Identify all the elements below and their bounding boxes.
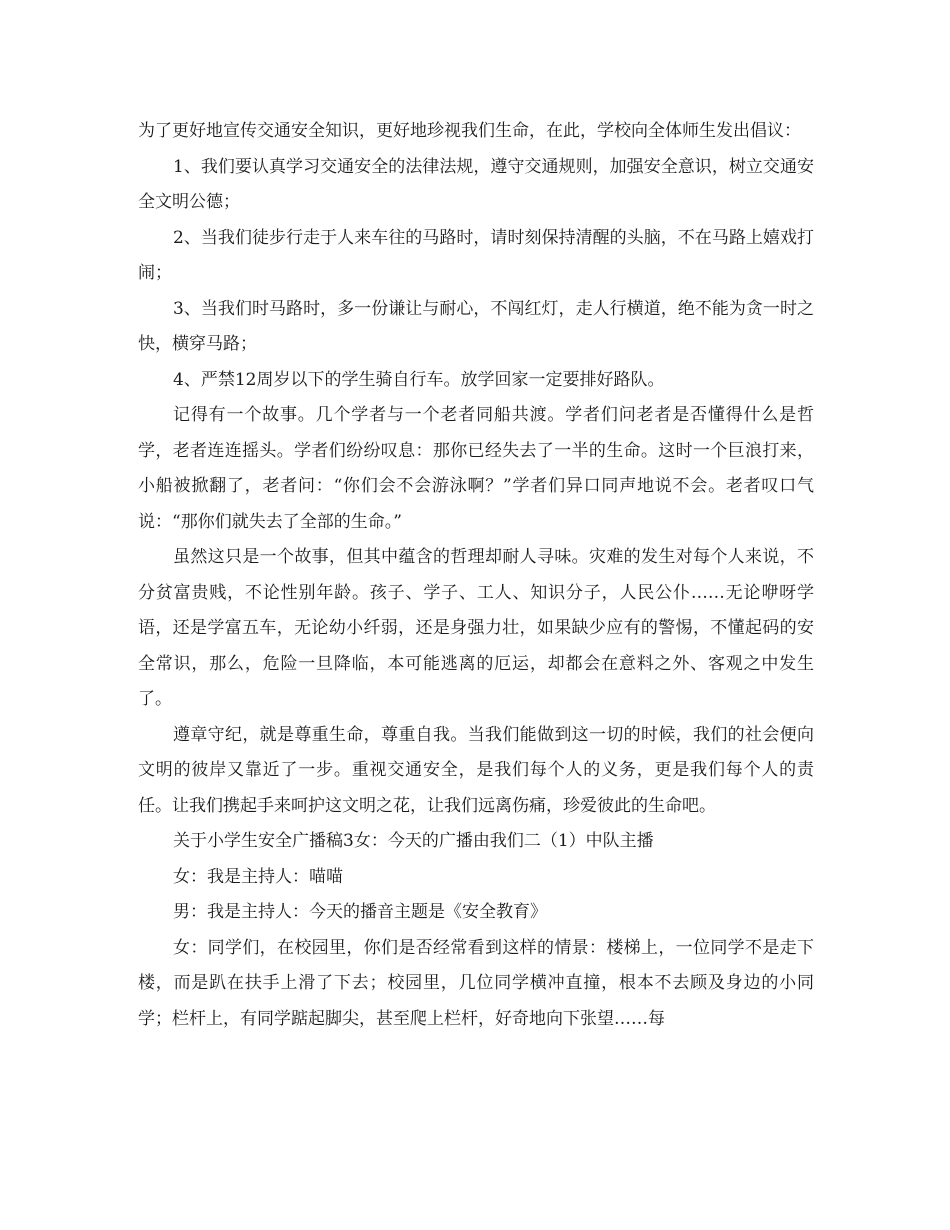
- paragraph-story: 记得有一个故事。几个学者与一个老者同船共渡。学者们问老者是否懂得什么是哲学，老者连连摇头。学者们纷纷叹息：那你已经失去了一半的生命。这时一个巨浪打来，小船被掀翻了，老者问：“你们会不会游泳啊？”学者们异口同声地说不会。老者叹口气说：“那你们就失去了全部的生命。”: [138, 405, 814, 532]
- paragraph-broadcast-title: 关于小学生安全广播稿3女：今天的广播由我们二（1）中队主播: [173, 831, 654, 851]
- paragraph-item-2: 2、当我们徒步行走于人来车往的马路时，请时刻保持清醒的头脑，不在马路上嬉戏打闹；: [138, 227, 814, 283]
- paragraph-conclusion: 遵章守纪，就是尊重生命，尊重自我。当我们能做到这一切的时候，我们的社会便向文明的彼岸又靠近了一步。重视交通安全，是我们每个人的义务，更是我们每个人的责任。让我们携起手来呵护这文明之花，让我们远离伤痛，珍爱彼此的生命吧。: [138, 724, 814, 816]
- paragraph-reflection: 虽然这只是一个故事，但其中蕴含的哲理却耐人寻味。灾难的发生对每个人来说，不分贫富贵贱，不论性别年龄。孩子、学子、工人、知识分子，人民公仆……无论咿呀学语，还是学富五车，无论幼小纤弱，还是身强力壮，如果缺少应有的警惕，不懂起码的安全常识，那么，危险一旦降临，本可能逃离的厄运，却都会在意料之外、客观之中发生了。: [138, 547, 814, 709]
- paragraph-item-1: 1、我们要认真学习交通安全的法律法规，遵守交通规则，加强安全意识，树立交通安全文明公德；: [138, 156, 814, 212]
- document-body: [138, 114, 814, 1037]
- paragraph-item-4: 4、严禁12周岁以下的学生骑自行车。放学回家一定要排好路队。: [173, 369, 665, 390]
- paragraph-item-3: 3、当我们时马路时，多一份谦让与耐心，不闯红灯，走人行横道，绝不能为贪一时之快，横穿马路；: [138, 298, 814, 354]
- paragraph-host-female: 女：我是主持人：喵喵: [173, 866, 343, 887]
- paragraph-host-male: 男：我是主持人：今天的播音主题是《安全教育》: [173, 902, 547, 922]
- paragraph-dialogue: 女：同学们，在校园里，你们是否经常看到这样的情景：楼梯上，一位同学不是走下楼，而是趴在扶手上滑了下去；校园里，几位同学横冲直撞，根本不去顾及身边的小同学；栏杆上，有同学踮起脚尖，甚至爬上栏杆，好奇地向下张望……每: [138, 937, 814, 1029]
- paragraph-intro: 为了更好地宣传交通安全知识，更好地珍视我们生命，在此，学校向全体师生发出倡议：: [138, 121, 801, 141]
